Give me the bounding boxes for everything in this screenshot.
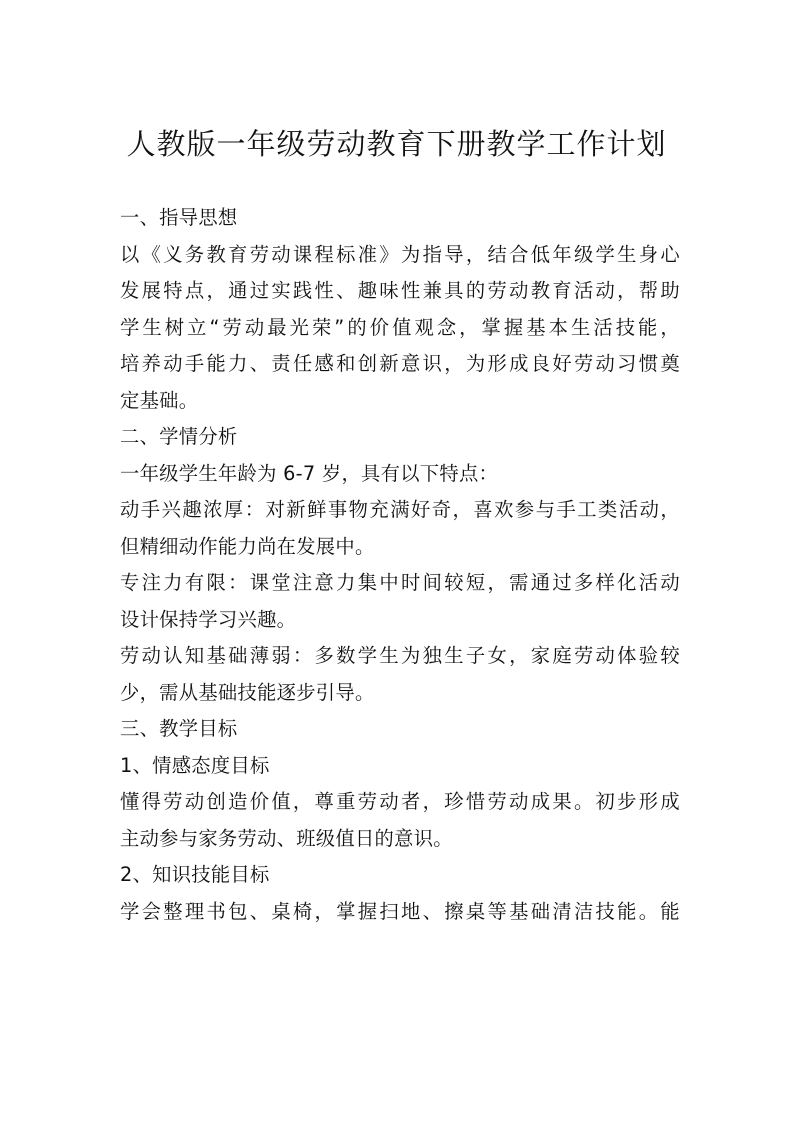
body-line: 学会整理书包、桌椅，掌握扫地、擦桌等基础清洁技能。能 — [120, 899, 680, 923]
body-line: 二、学情分析 — [120, 425, 238, 448]
body-line: 动手兴趣浓厚：对新鲜事物充满好奇，喜欢参与手工类活动， — [120, 498, 680, 521]
body-line: 学生树立“劳动最光荣”的价值观念，掌握基本生活技能， — [120, 315, 680, 339]
body-line: 2、知识技能目标 — [120, 863, 270, 886]
body-line: 三、教学目标 — [120, 717, 238, 740]
body-line: 定基础。 — [120, 388, 199, 412]
body-line: 专注力有限：课堂注意力集中时间较短，需通过多样化活动 — [120, 571, 680, 594]
body-line: 劳动认知基础薄弱：多数学生为独生子女，家庭劳动体验较 — [120, 644, 680, 667]
body-line: 一年级学生年龄为 6-7 岁，具有以下特点： — [120, 461, 499, 485]
body-line: 一、指导思想 — [120, 206, 238, 229]
body-line: 懂得劳动创造价值，尊重劳动者，珍惜劳动成果。初步形成 — [120, 790, 680, 813]
document-title: 人教版一年级劳动教育下册教学工作计划 — [126, 127, 667, 161]
body-line: 少，需从基础技能逐步引导。 — [120, 680, 375, 704]
body-line: 培养动手能力、责任感和创新意识，为形成良好劳动习惯奠 — [120, 352, 680, 375]
body-line: 设计保持学习兴趣。 — [120, 607, 297, 631]
body-line: 主动参与家务劳动、班级值日的意识。 — [120, 826, 453, 850]
body-line: 1、情感态度目标 — [120, 753, 270, 777]
body-line: 但精细动作能力尚在发展中。 — [120, 534, 375, 558]
body-line: 以《义务教育劳动课程标准》为指导，结合低年级学生身心 — [120, 242, 680, 266]
document-body — [120, 200, 680, 930]
body-line: 发展特点，通过实践性、趣味性兼具的劳动教育活动，帮助 — [120, 279, 680, 302]
